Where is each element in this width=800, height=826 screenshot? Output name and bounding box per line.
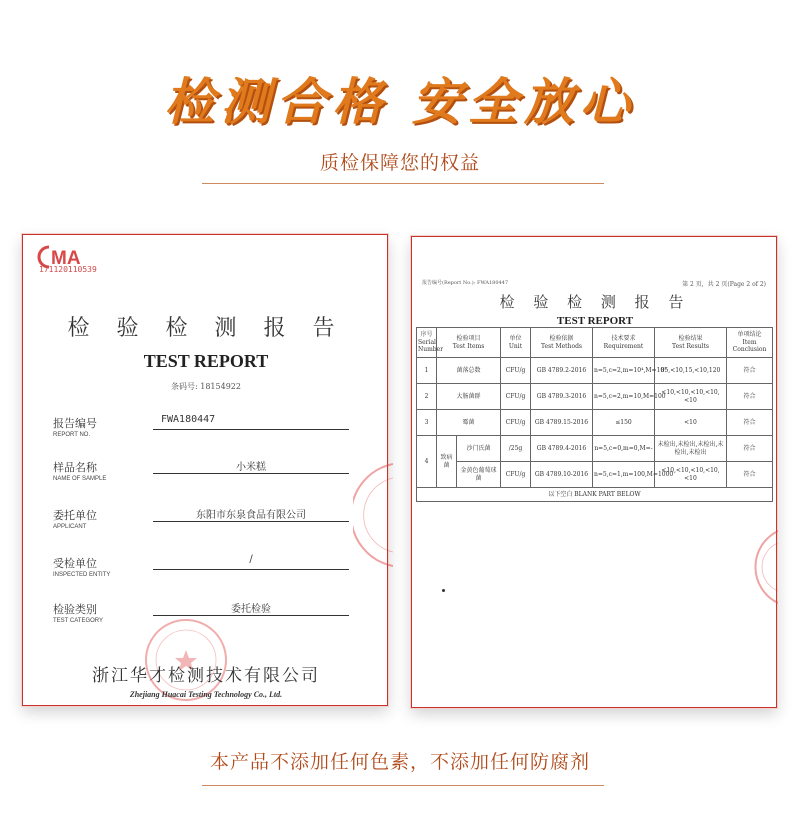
cell-no: 2	[417, 384, 437, 410]
table-row-blank	[417, 488, 773, 502]
cell-item: 沙门氏菌	[457, 436, 501, 462]
edge-seal-icon	[353, 460, 393, 570]
field-value: /	[249, 554, 253, 565]
cell-conclusion: 符合	[727, 462, 773, 488]
cell-conclusion: 符合	[727, 410, 773, 436]
field-label-en: TEST CATEGORY	[53, 618, 104, 624]
cell-method: GB 4789.10-2016	[531, 462, 593, 488]
cell-conclusion: 符合	[727, 384, 773, 410]
header-cell: 检验项目 Test Items	[437, 328, 501, 358]
cell-unit: CFU/g	[501, 384, 531, 410]
field-underline	[153, 429, 349, 430]
cell-unit: CFU/g	[501, 358, 531, 384]
edge-seal-icon	[730, 527, 778, 607]
cell-result: <10,<10,<10,<10,<10	[655, 462, 727, 488]
field-applicant	[53, 507, 363, 537]
company-name-cn: 浙江华才检测技术有限公司	[92, 666, 320, 686]
field-value: 小米糕	[236, 462, 266, 473]
field-underline	[153, 569, 349, 570]
cell-method: GB 4789.4-2016	[531, 436, 593, 462]
cell-result: <10	[655, 410, 727, 436]
cell-item: 大肠菌群	[437, 384, 501, 410]
cell-requirement: n=5,c=1,m=100,M=1000	[593, 462, 655, 488]
field-value: FWA180447	[161, 414, 216, 425]
header-cell: 检验依据 Test Methods	[531, 328, 593, 358]
cell-item: 菌落总数	[437, 358, 501, 384]
cell-item: 金黄色葡萄球菌	[457, 462, 501, 488]
field-label: 受检单位	[53, 557, 97, 570]
field-underline	[153, 473, 349, 474]
cell-requirement: n=5,c=2,m=10⁴,M=10⁵	[593, 358, 655, 384]
cell-unit: CFU/g	[501, 462, 531, 488]
field-label: 检验类别	[53, 603, 97, 616]
table-row	[417, 384, 773, 410]
field-label-en: APPLICANT	[53, 524, 87, 530]
cell-requirement: n=5,c=2,m=10,M=100	[593, 384, 655, 410]
cell-method: GB 4789.3-2016	[531, 384, 593, 410]
cell-conclusion: 符合	[727, 436, 773, 462]
report-reference: 报告编号(Report No.): FWA180447	[422, 280, 509, 286]
cell-method: GB 4789.15-2016	[531, 410, 593, 436]
field-label: 样品名称	[53, 461, 97, 474]
subhead: 质检保障您的权益	[319, 152, 480, 174]
report-results-sheet	[411, 236, 777, 708]
header-cell: 技术要求 Requirement	[593, 328, 655, 358]
cma-logo-text: MA	[51, 248, 81, 269]
report-cover-sheet	[22, 234, 388, 706]
report-serial: 条码号: 18154922	[171, 382, 241, 391]
cell-group: 致病菌	[437, 436, 457, 488]
results-table	[416, 327, 773, 502]
field-report-no	[53, 415, 363, 445]
headline: 检测合格 安全放心	[164, 73, 636, 131]
field-label: 报告编号	[53, 417, 97, 430]
cell-result: 未检出,未检出,未检出,未检出,未检出	[655, 436, 727, 462]
table-header-row	[417, 328, 773, 358]
cell-requirement: n=5,c=0,m=0,M=-	[593, 436, 655, 462]
cell-result: 85,<10,15,<10,120	[655, 358, 727, 384]
cell-method: GB 4789.2-2016	[531, 358, 593, 384]
field-value: 委托检验	[231, 604, 271, 615]
company-name-en: Zhejiang Huacai Testing Technology Co., Ltd.	[129, 690, 283, 699]
cell-item: 霉菌	[437, 410, 501, 436]
header-cell: 序号 Serial Number	[417, 328, 437, 358]
cell-no: 4	[417, 436, 437, 488]
cma-number: 171120110539	[39, 265, 97, 274]
cell-requirement: ≤150	[593, 410, 655, 436]
table-row	[417, 358, 773, 384]
header-cell: 单项结论 Item Conclusion	[727, 328, 773, 358]
page-indicator: 第 2 页，共 2 页(Page 2 of 2)	[682, 281, 766, 288]
cell-no: 3	[417, 410, 437, 436]
cell-unit: CFU/g	[501, 410, 531, 436]
header-cell: 检验结果 Test Results	[655, 328, 727, 358]
field-label-en: NAME OF SAMPLE	[53, 476, 107, 482]
footer-divider	[202, 785, 604, 786]
page-mark	[442, 589, 445, 592]
cell-no: 1	[417, 358, 437, 384]
table-row	[417, 462, 773, 488]
results-title-en: TEST REPORT	[556, 315, 634, 327]
cell-conclusion: 符合	[727, 358, 773, 384]
field-label-en: REPORT NO.	[53, 432, 91, 438]
header-cell: 单位 Unit	[501, 328, 531, 358]
field-inspected-entity	[53, 555, 363, 585]
report-title-cn: 检 验 检 测 报 告	[67, 316, 345, 341]
header-divider	[202, 183, 604, 184]
field-value: 东阳市东泉食品有限公司	[196, 510, 306, 521]
field-label-en: INSPECTED ENTITY	[53, 572, 111, 578]
results-title-cn: 检 验 检 测 报 告	[499, 293, 691, 311]
product-claim: 本产品不添加任何色素，不添加任何防腐剂	[209, 751, 590, 773]
table-row	[417, 436, 773, 462]
report-title-en: TEST REPORT	[143, 351, 269, 371]
table-row	[417, 410, 773, 436]
blank-part-note: 以下空白 BLANK PART BELOW	[417, 488, 773, 502]
field-label: 委托单位	[53, 509, 97, 522]
field-underline	[153, 521, 349, 522]
cell-result: <10,<10,<10,<10,<10	[655, 384, 727, 410]
cell-unit: /25g	[501, 436, 531, 462]
field-sample-name	[53, 459, 363, 489]
